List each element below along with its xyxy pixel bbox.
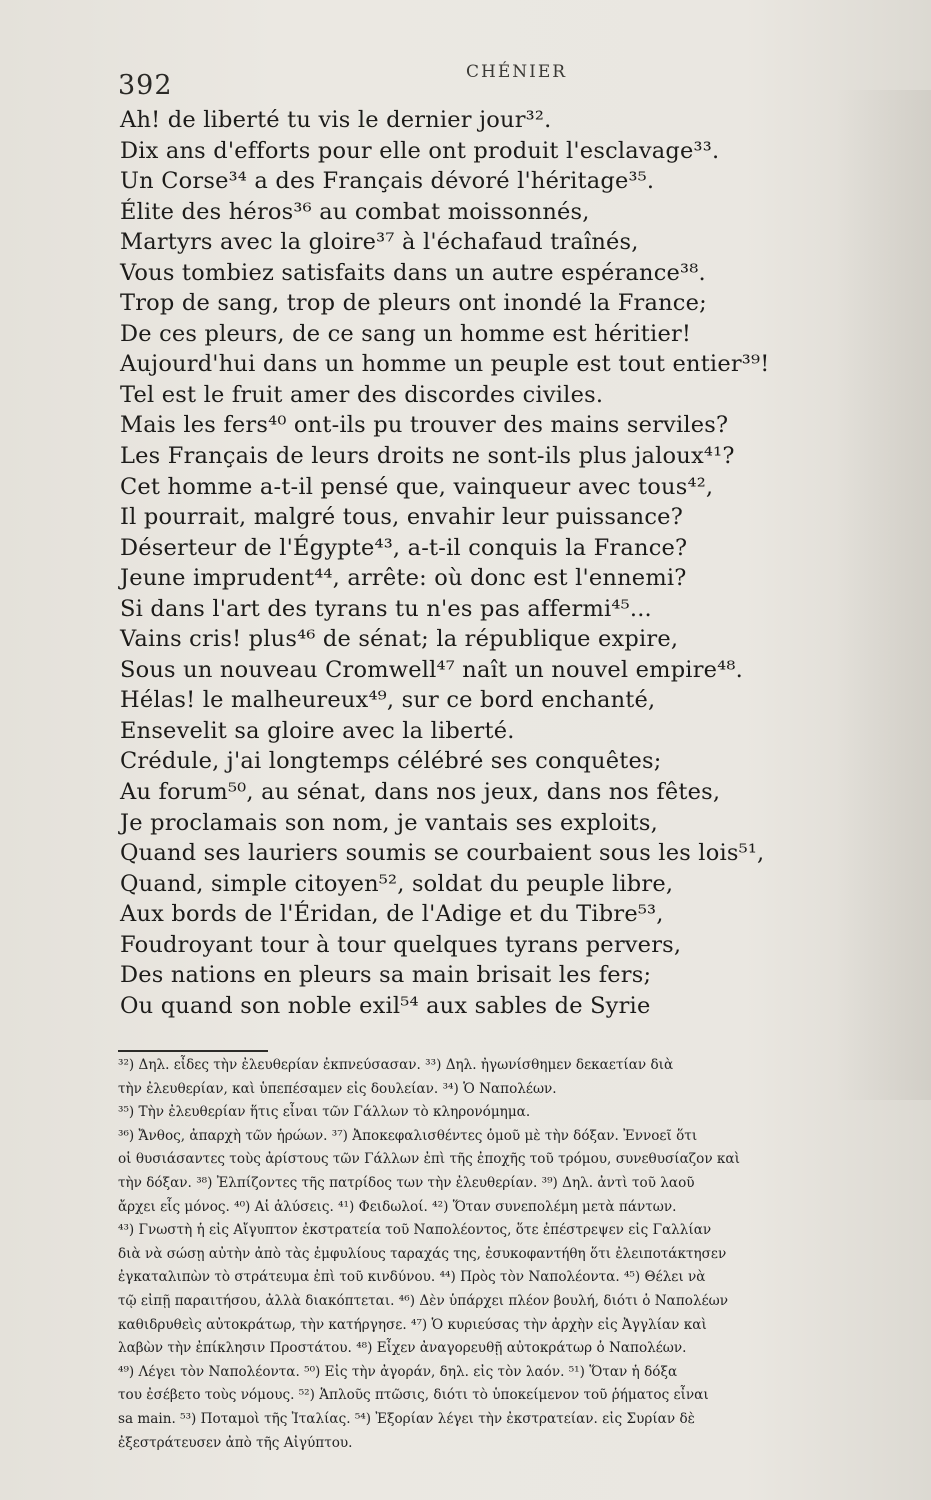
verse-line: Trop de sang, trop de pleurs ont inondé la France; <box>120 290 707 317</box>
verse-line: Ou quand son noble exil⁵⁴ aux sables de Syrie <box>120 992 651 1019</box>
verse-line: Aujourd'hui dans un homme un peuple est tout entier³⁹! <box>120 351 770 378</box>
poem-verse <box>120 105 820 1021</box>
footnote-line: ἐξεστράτευσεν ἀπὸ τῆς Αἰγύπτου. <box>118 1434 353 1451</box>
verse-line: Des nations en pleurs sa main brisait les fers; <box>120 962 652 989</box>
verse-line: Aux bords de l'Éridan, de l'Adige et du Tibre⁵³, <box>120 901 664 928</box>
verse-line: Tel est le fruit amer des discordes civiles. <box>120 381 604 408</box>
verse-line: Sous un nouveau Cromwell⁴⁷ naît un nouvel empire⁴⁸. <box>120 656 743 683</box>
verse-line: Je proclamais son nom, je vantais ses exploits, <box>120 809 658 836</box>
verse-line: Élite des héros³⁶ au combat moissonnés, <box>120 198 590 225</box>
footnote-line: τὴν δόξαν. ³⁸) Ἐλπίζοντες τῆς πατρίδος των τὴν ἐλευθερίαν. ³⁹) Δηλ. ἀντὶ τοῦ λαοῦ <box>118 1174 695 1191</box>
footnote-line: ³²) Δηλ. εἶδες τὴν ἐλευθερίαν ἐκπνεύσασαν. ³³) Δηλ. ἠγωνίσθημεν δεκαετίαν διὰ <box>118 1057 674 1073</box>
verse-line: Mais les fers⁴⁰ ont-ils pu trouver des mains serviles? <box>120 412 729 439</box>
footnote-line: ³⁵) Τὴν ἐλευθερίαν ἥτις εἶναι τῶν Γάλλων τὸ κληρονόμημα. <box>118 1104 531 1121</box>
footnote-line: ⁴⁹) Λέγει τὸν Ναπολέοντα. ⁵⁰) Εἰς τὴν ἀγοράν, δηλ. εἰς τὸν λαόν. ⁵¹) Ὅταν ἡ δόξα <box>118 1363 678 1380</box>
footnote-line: λαβὼν τὴν ἐπίκλησιν Προστάτου. ⁴⁸) Εἶχεν ἀναγορευθῇ αὐτοκράτωρ ὁ Ναπολέων. <box>118 1340 687 1357</box>
verse-line: Si dans l'art des tyrans tu n'es pas affermi⁴⁵... <box>120 595 652 622</box>
footnote-line: τὴν ἐλευθερίαν, καὶ ὑπεπέσαμεν εἰς δουλείαν. ³⁴) Ὁ Ναπολέων. <box>118 1080 557 1097</box>
verse-line: Martyrs avec la gloire³⁷ à l'échafaud traînés, <box>120 229 639 256</box>
footnote-line: sa main. ⁵³) Ποταμοὶ τῆς Ἰταλίας. ⁵⁴) Ἐξορίαν λέγει τὴν ἐκστρατείαν. εἰς Συρίαν δὲ <box>118 1410 695 1427</box>
verse-line: Hélas! le malheureux⁴⁹, sur ce bord enchanté, <box>120 687 656 714</box>
page-number: 392 <box>118 70 173 101</box>
footnotes <box>118 1054 906 1455</box>
verse-line: Au forum⁵⁰, au sénat, dans nos jeux, dans nos fêtes, <box>120 779 721 806</box>
footnote-line: ³⁶) Ἄνθος, ἀπαρχὴ τῶν ἡρώων. ³⁷) Ἀποκεφαλισθέντες ὁμοῦ μὲ τὴν δόξαν. Ἐννοεῖ ὅτι <box>118 1127 698 1144</box>
verse-line: Cet homme a-t-il pensé que, vainqueur avec tous⁴², <box>120 473 714 500</box>
facing-page-bleed <box>836 90 931 1100</box>
verse-line: Foudroyant tour à tour quelques tyrans pervers, <box>120 931 682 958</box>
verse-line: Quand ses lauriers soumis se courbaient sous les lois⁵¹, <box>120 840 765 867</box>
verse-line: Ensevelit sa gloire avec la liberté. <box>120 717 515 744</box>
verse-line: Vous tombiez satisfaits dans un autre espérance³⁸. <box>120 259 706 286</box>
footnote-line: ἄρχει εἷς μόνος. ⁴⁰) Αἱ ἁλύσεις. ⁴¹) Φειδωλοί. ⁴²) Ὅταν συνεπολέμη μετὰ πάντων. <box>118 1198 677 1215</box>
verse-line: Crédule, j'ai longtemps célébré ses conquêtes; <box>120 748 662 775</box>
footnote-line: ⁴³) Γνωστὴ ἡ εἰς Αἴγυπτον ἐκστρατεία τοῦ Ναπολέοντος, ὅτε ἐπέστρεψεν εἰς Γαλλίαν <box>118 1222 712 1239</box>
verse-line: Jeune imprudent⁴⁴, arrête: où donc est l'ennemi? <box>120 565 687 592</box>
footnote-line: τῷ εἰπῇ παραιτήσου, ἀλλὰ διακόπτεται. ⁴⁶) Δὲν ὑπάρχει πλέον βουλή, διότι ὁ Ναπολέων <box>118 1292 728 1309</box>
footnote-line: καθιδρυθεὶς αὐτοκράτωρ, τὴν κατήργησε. ⁴⁷) Ὁ κυριεύσας τὴν ἀρχὴν εἰς Ἀγγλίαν καὶ <box>118 1316 707 1333</box>
verse-line: De ces pleurs, de ce sang un homme est héritier! <box>120 320 692 347</box>
page-header <box>118 62 798 102</box>
footnote-line: οἱ θυσιάσαντες τοὺς ἀρίστους τῶν Γάλλων ἐπὶ τῆς ἐποχῆς τοῦ τρόμου, συνεθυσίαζον καὶ <box>118 1151 740 1168</box>
verse-line: Les Français de leurs droits ne sont-ils plus jaloux⁴¹? <box>120 443 735 470</box>
verse-line: Vains cris! plus⁴⁶ de sénat; la république expire, <box>120 626 679 653</box>
verse-line: Quand, simple citoyen⁵², soldat du peuple libre, <box>120 870 674 897</box>
footnote-line: ἐγκαταλιπὼν τὸ στράτευμα ἐπὶ τοῦ κινδύνου. ⁴⁴) Πρὸς τὸν Ναπολέοντα. ⁴⁵) Θέλει νὰ <box>118 1269 706 1286</box>
running-head: CHÉNIER <box>466 62 568 82</box>
footnote-line: του ἐσέβετο τοὺς νόμους. ⁵²) Ἁπλοῦς πτῶσις, διότι τὸ ὑποκείμενον τοῦ ῥήματος εἶναι <box>118 1387 709 1404</box>
footnote-divider <box>118 1050 268 1052</box>
verse-line: Il pourrait, malgré tous, envahir leur puissance? <box>120 504 683 531</box>
verse-line: Un Corse³⁴ a des Français dévoré l'héritage³⁵. <box>120 168 655 195</box>
verse-line: Déserteur de l'Égypte⁴³, a-t-il conquis la France? <box>120 534 688 561</box>
verse-line: Dix ans d'efforts pour elle ont produit l'esclavage³³. <box>120 137 720 164</box>
footnote-line: διὰ νὰ σώσῃ αὐτὴν ἀπὸ τὰς ἐμφυλίους ταραχάς της, ἐσυκοφαντήθη ὅτι ἐλειποτάκτησεν <box>118 1245 727 1262</box>
verse-line: Ah! de liberté tu vis le dernier jour³². <box>120 107 552 133</box>
